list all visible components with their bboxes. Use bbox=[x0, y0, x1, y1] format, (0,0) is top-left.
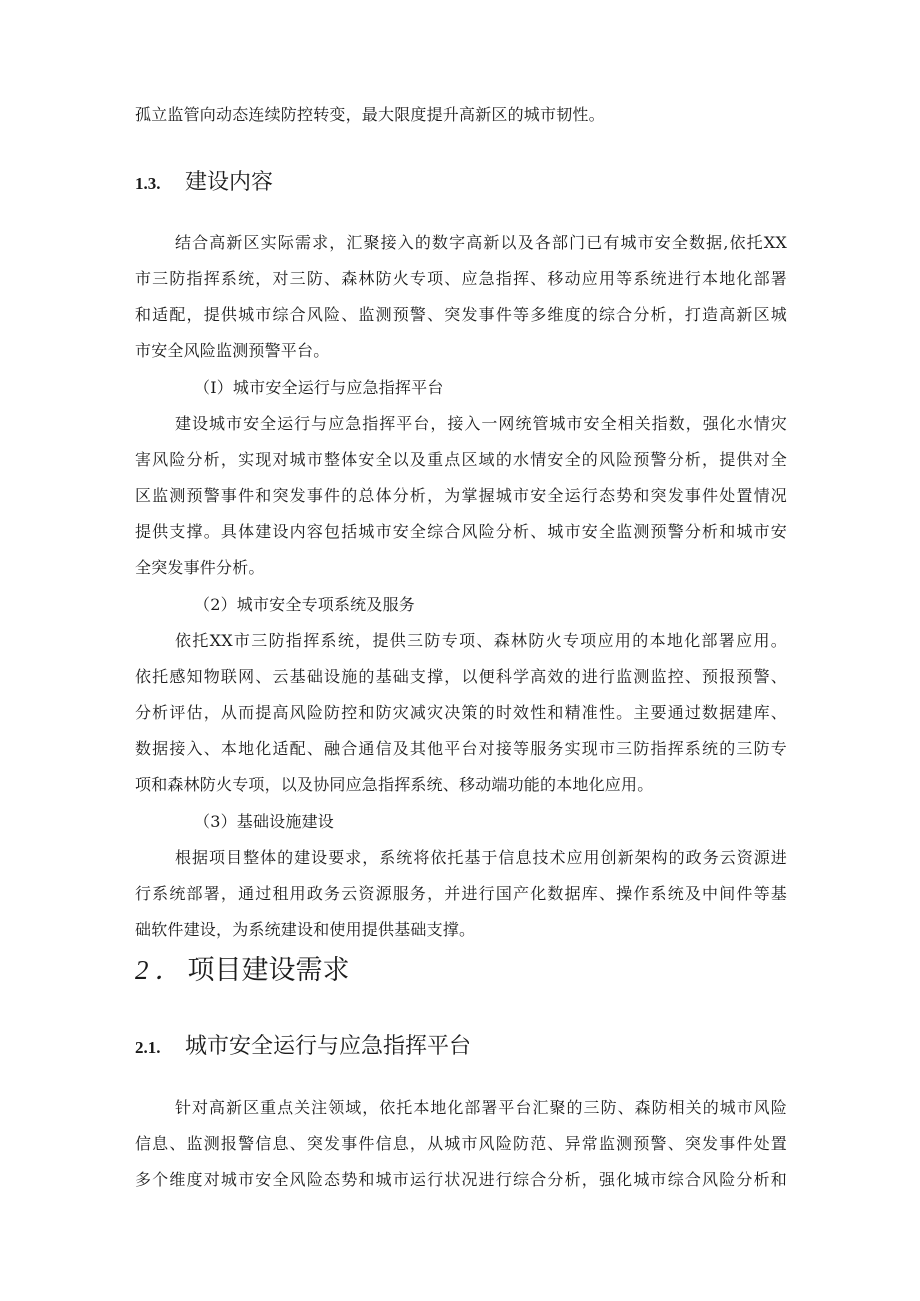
section-2-heading bbox=[135, 953, 350, 988]
paragraph-line: 信息、监测报警信息、突发事件信息，从城市风险防范、异常监测预警、突发事件处置 bbox=[135, 1134, 787, 1153]
paragraph-line: 础软件建设，为系统建设和使用提供基础支撑。 bbox=[135, 920, 476, 939]
section-1-3-title: 建设内容 bbox=[185, 170, 274, 195]
paragraph-line: 项和森林防火专项，以及协同应急指挥系统、移动端功能的本地化应用。 bbox=[135, 775, 654, 794]
section-2-title: 项目建设需求 bbox=[187, 955, 350, 986]
paragraph-line: 行系统部署，通过租用政务云资源服务，并进行国产化数据库、操作系统及中间件等基 bbox=[135, 884, 787, 903]
item-2-heading: （2）城市安全专项系统及服务 bbox=[194, 595, 415, 614]
paragraph-line: 和适配，提供城市综合风险、监测预警、突发事件等多维度的综合分析，打造高新区城 bbox=[135, 305, 787, 324]
paragraph-line: 全突发事件分析。 bbox=[135, 558, 265, 577]
section-1-3-number: 1.3. bbox=[135, 174, 161, 193]
section-2-1-heading bbox=[135, 1032, 471, 1063]
paragraph-line: 市三防指挥系统，对三防、森林防火专项、应急指挥、移动应用等系统进行本地化部署 bbox=[135, 269, 787, 288]
paragraph-line: 提供支撑。具体建设内容包括城市安全综合风险分析、城市安全监测预警分析和城市安 bbox=[135, 522, 787, 541]
item-1-heading: （I）城市安全运行与应急指挥平台 bbox=[194, 378, 444, 397]
section-2-1-number: 2.1. bbox=[135, 1038, 161, 1057]
paragraph-line: 结合高新区实际需求，汇聚接入的数字高新以及各部门已有城市安全数据,依托XX bbox=[175, 233, 787, 252]
item-3-heading: （3）基础设施建设 bbox=[194, 812, 334, 831]
paragraph-line: 针对高新区重点关注领域，依托本地化部署平台汇聚的三防、森防相关的城市风险 bbox=[175, 1098, 787, 1117]
paragraph-line: 分析评估，从而提高风险防控和防灾减灾决策的时效性和精准性。主要通过数据建库、 bbox=[135, 703, 787, 722]
paragraph-line: 区监测预警事件和突发事件的总体分析，为掌握城市安全运行态势和突发事件处置情况 bbox=[135, 486, 787, 505]
paragraph-line: 依托感知物联网、云基础设施的基础支撑，以便科学高效的进行监测监控、预报预警、 bbox=[135, 667, 787, 686]
section-2-number: 2． bbox=[135, 955, 188, 985]
paragraph-line: 根据项目整体的建设要求，系统将依托基于信息技术应用创新架构的政务云资源进 bbox=[175, 848, 787, 867]
section-1-3-heading bbox=[135, 168, 273, 199]
intro-tail-line: 孤立监管向动态连续防控转变，最大限度提升高新区的城市韧性。 bbox=[135, 105, 605, 124]
section-2-1-title: 城市安全运行与应急指挥平台 bbox=[185, 1034, 472, 1059]
paragraph-line: 依托XX市三防指挥系统，提供三防专项、森林防火专项应用的本地化部署应用。 bbox=[175, 631, 787, 650]
paragraph-line: 市安全风险监测预警平台。 bbox=[135, 341, 330, 360]
paragraph-line: 多个维度对城市安全风险态势和城市运行状况进行综合分析，强化城市综合风险分析和 bbox=[135, 1170, 787, 1189]
paragraph-line: 害风险分析，实现对城市整体安全以及重点区域的水情安全的风险预警分析，提供对全 bbox=[135, 450, 787, 469]
paragraph-line: 建设城市安全运行与应急指挥平台，接入一网统管城市安全相关指数，强化水情灾 bbox=[175, 414, 787, 433]
paragraph-line: 数据接入、本地化适配、融合通信及其他平台对接等服务实现市三防指挥系统的三防专 bbox=[135, 739, 787, 758]
